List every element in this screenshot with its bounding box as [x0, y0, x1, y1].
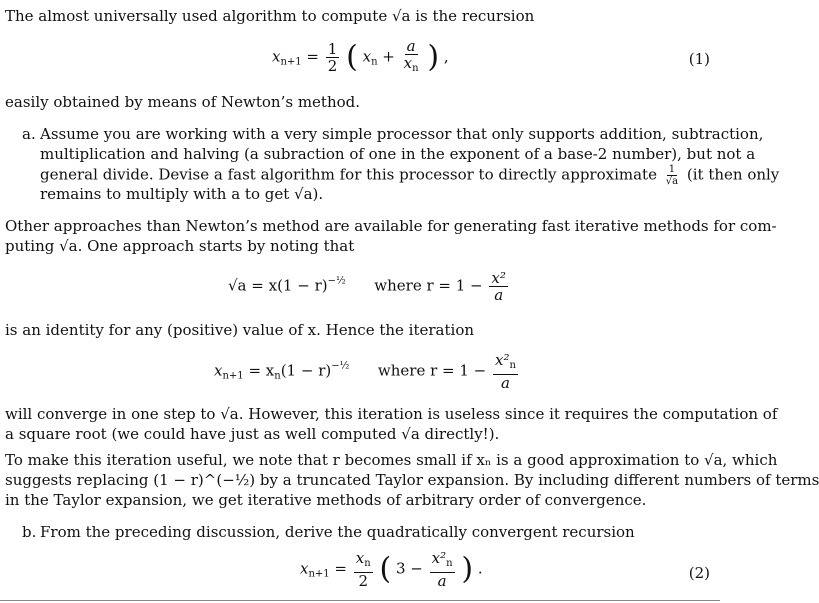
part-a-line2: multiplication and halving (a subraction of one in the exponent of a base-2 number), but not a [40, 145, 756, 163]
part-b-label: b. [22, 523, 37, 541]
eq2-inner-frac [430, 550, 455, 589]
equation-identity [228, 270, 510, 303]
page-bottom-rule [0, 600, 720, 601]
equation-1-number: (1) [688, 50, 710, 68]
eq1-a: a [406, 37, 416, 55]
useful-line2: suggests replacing (1 − r)^(−½) by a truncated Taylor expansion. By including different numbers of terms [5, 471, 819, 489]
iter-rhs: = x [248, 361, 275, 380]
part-b-text: From the preceding discussion, derive the quadratically convergent recursion [40, 523, 635, 541]
identity-den: a [494, 286, 504, 304]
other-line2: puting √a. One approach starts by noting that [5, 237, 355, 255]
iter-num: x² [495, 351, 510, 369]
eq1-half-den: 2 [327, 57, 338, 75]
identity-num: x² [491, 269, 506, 287]
eq1-half [326, 41, 340, 74]
eq1-a-over-xn [402, 38, 421, 77]
eq2-three: 3 − [395, 559, 423, 578]
eq1-xn: x [362, 47, 372, 66]
iter-num-sub: n [509, 360, 516, 371]
iter-lhs-sub: n+1 [222, 370, 244, 382]
eq1-den-x: x [403, 54, 413, 72]
equation-1: $x_{n+1}$ = $\frac{1}{2}$ ( $x_n$ + $\frac{a}{x_n}$ ) , [272, 37, 449, 75]
eq2-inner-num: x² [431, 549, 447, 567]
identity-lhs: √a = x(1 − r) [228, 276, 328, 295]
part-a-inv-sqrt: $\frac{1}{√a}$ [665, 164, 679, 187]
eq2-xn-over-2 [354, 550, 373, 589]
eq1-lhs-sub: n+1 [280, 56, 302, 68]
eq2-lhs-sub: n+1 [308, 568, 330, 580]
iter-rhs-tail: (1 − r) [280, 361, 332, 380]
iter-lhs: x [214, 361, 223, 380]
part-a-line3-tail: (it then only [686, 165, 780, 184]
iter-rhs-sub: n [274, 370, 281, 382]
other-line1: Other approaches than Newton’s method are available for generating fast iterative methods for com- [5, 217, 777, 235]
iter-den: a [501, 374, 510, 392]
eq1-lparen: ( [346, 39, 358, 75]
equation-2-number: (2) [688, 564, 710, 582]
equation-iteration [214, 352, 520, 391]
equation-2: $x_{n+1}$ = $\frac{x_n}{2}$ ( 3 − $\frac{x^2_n}{a}$ ) . [300, 549, 483, 590]
eq2-lparen: ( [379, 551, 392, 587]
eq1-xn-sub: n [371, 56, 378, 68]
iter-where: where r = 1 − [377, 361, 487, 380]
useful-line1: To make this iteration useful, we note that r becomes small if xₙ is a good approximation to √a, which [5, 451, 778, 469]
converge-line1: will converge in one step to √a. However, this iteration is useless since it requires the computation of [5, 405, 778, 423]
intro-after-eq1: easily obtained by means of Newton’s method. [5, 93, 361, 111]
intro-text: The almost universally used algorithm to compute √a is the recursion [5, 7, 535, 25]
eq1-half-num: 1 [327, 40, 338, 58]
eq1-lhs: x [272, 47, 281, 66]
part-a-line4: remains to multiply with a to get √a). [40, 185, 324, 203]
eq2-inner-den: a [437, 572, 447, 590]
identity-exp: −½ [327, 275, 346, 287]
eq2-den: 2 [358, 572, 368, 590]
identity-where: where r = 1 − [374, 276, 483, 295]
eq1-plus: + [382, 47, 395, 66]
useful-line3: in the Taylor expansion, we get iterative methods of arbitrary order of convergence. [5, 491, 647, 509]
part-a-label: a. [22, 125, 36, 143]
part-a-line3-text: general divide. Devise a fast algorithm for this processor to directly approximate [40, 165, 657, 184]
converge-line2: a square root (we could have just as well computed √a directly!). [5, 425, 500, 443]
eq1-rparen: ) [427, 39, 440, 75]
eq1-den-sub: n [412, 63, 419, 74]
eq2-num-x: x [355, 549, 365, 567]
eq2-inner-num-sub: n [446, 558, 453, 569]
eq2-lhs: x [300, 559, 309, 578]
eq2-num-sub: n [364, 558, 371, 569]
iter-frac [493, 352, 518, 391]
iter-exp: −½ [331, 360, 350, 372]
part-a-line1: Assume you are working with a very simple processor that only supports addition, subtraction, [40, 125, 764, 143]
identity-frac [489, 270, 507, 303]
identity-text: is an identity for any (positive) value of x. Hence the iteration [5, 321, 475, 339]
eq2-rparen: ) [461, 551, 474, 587]
